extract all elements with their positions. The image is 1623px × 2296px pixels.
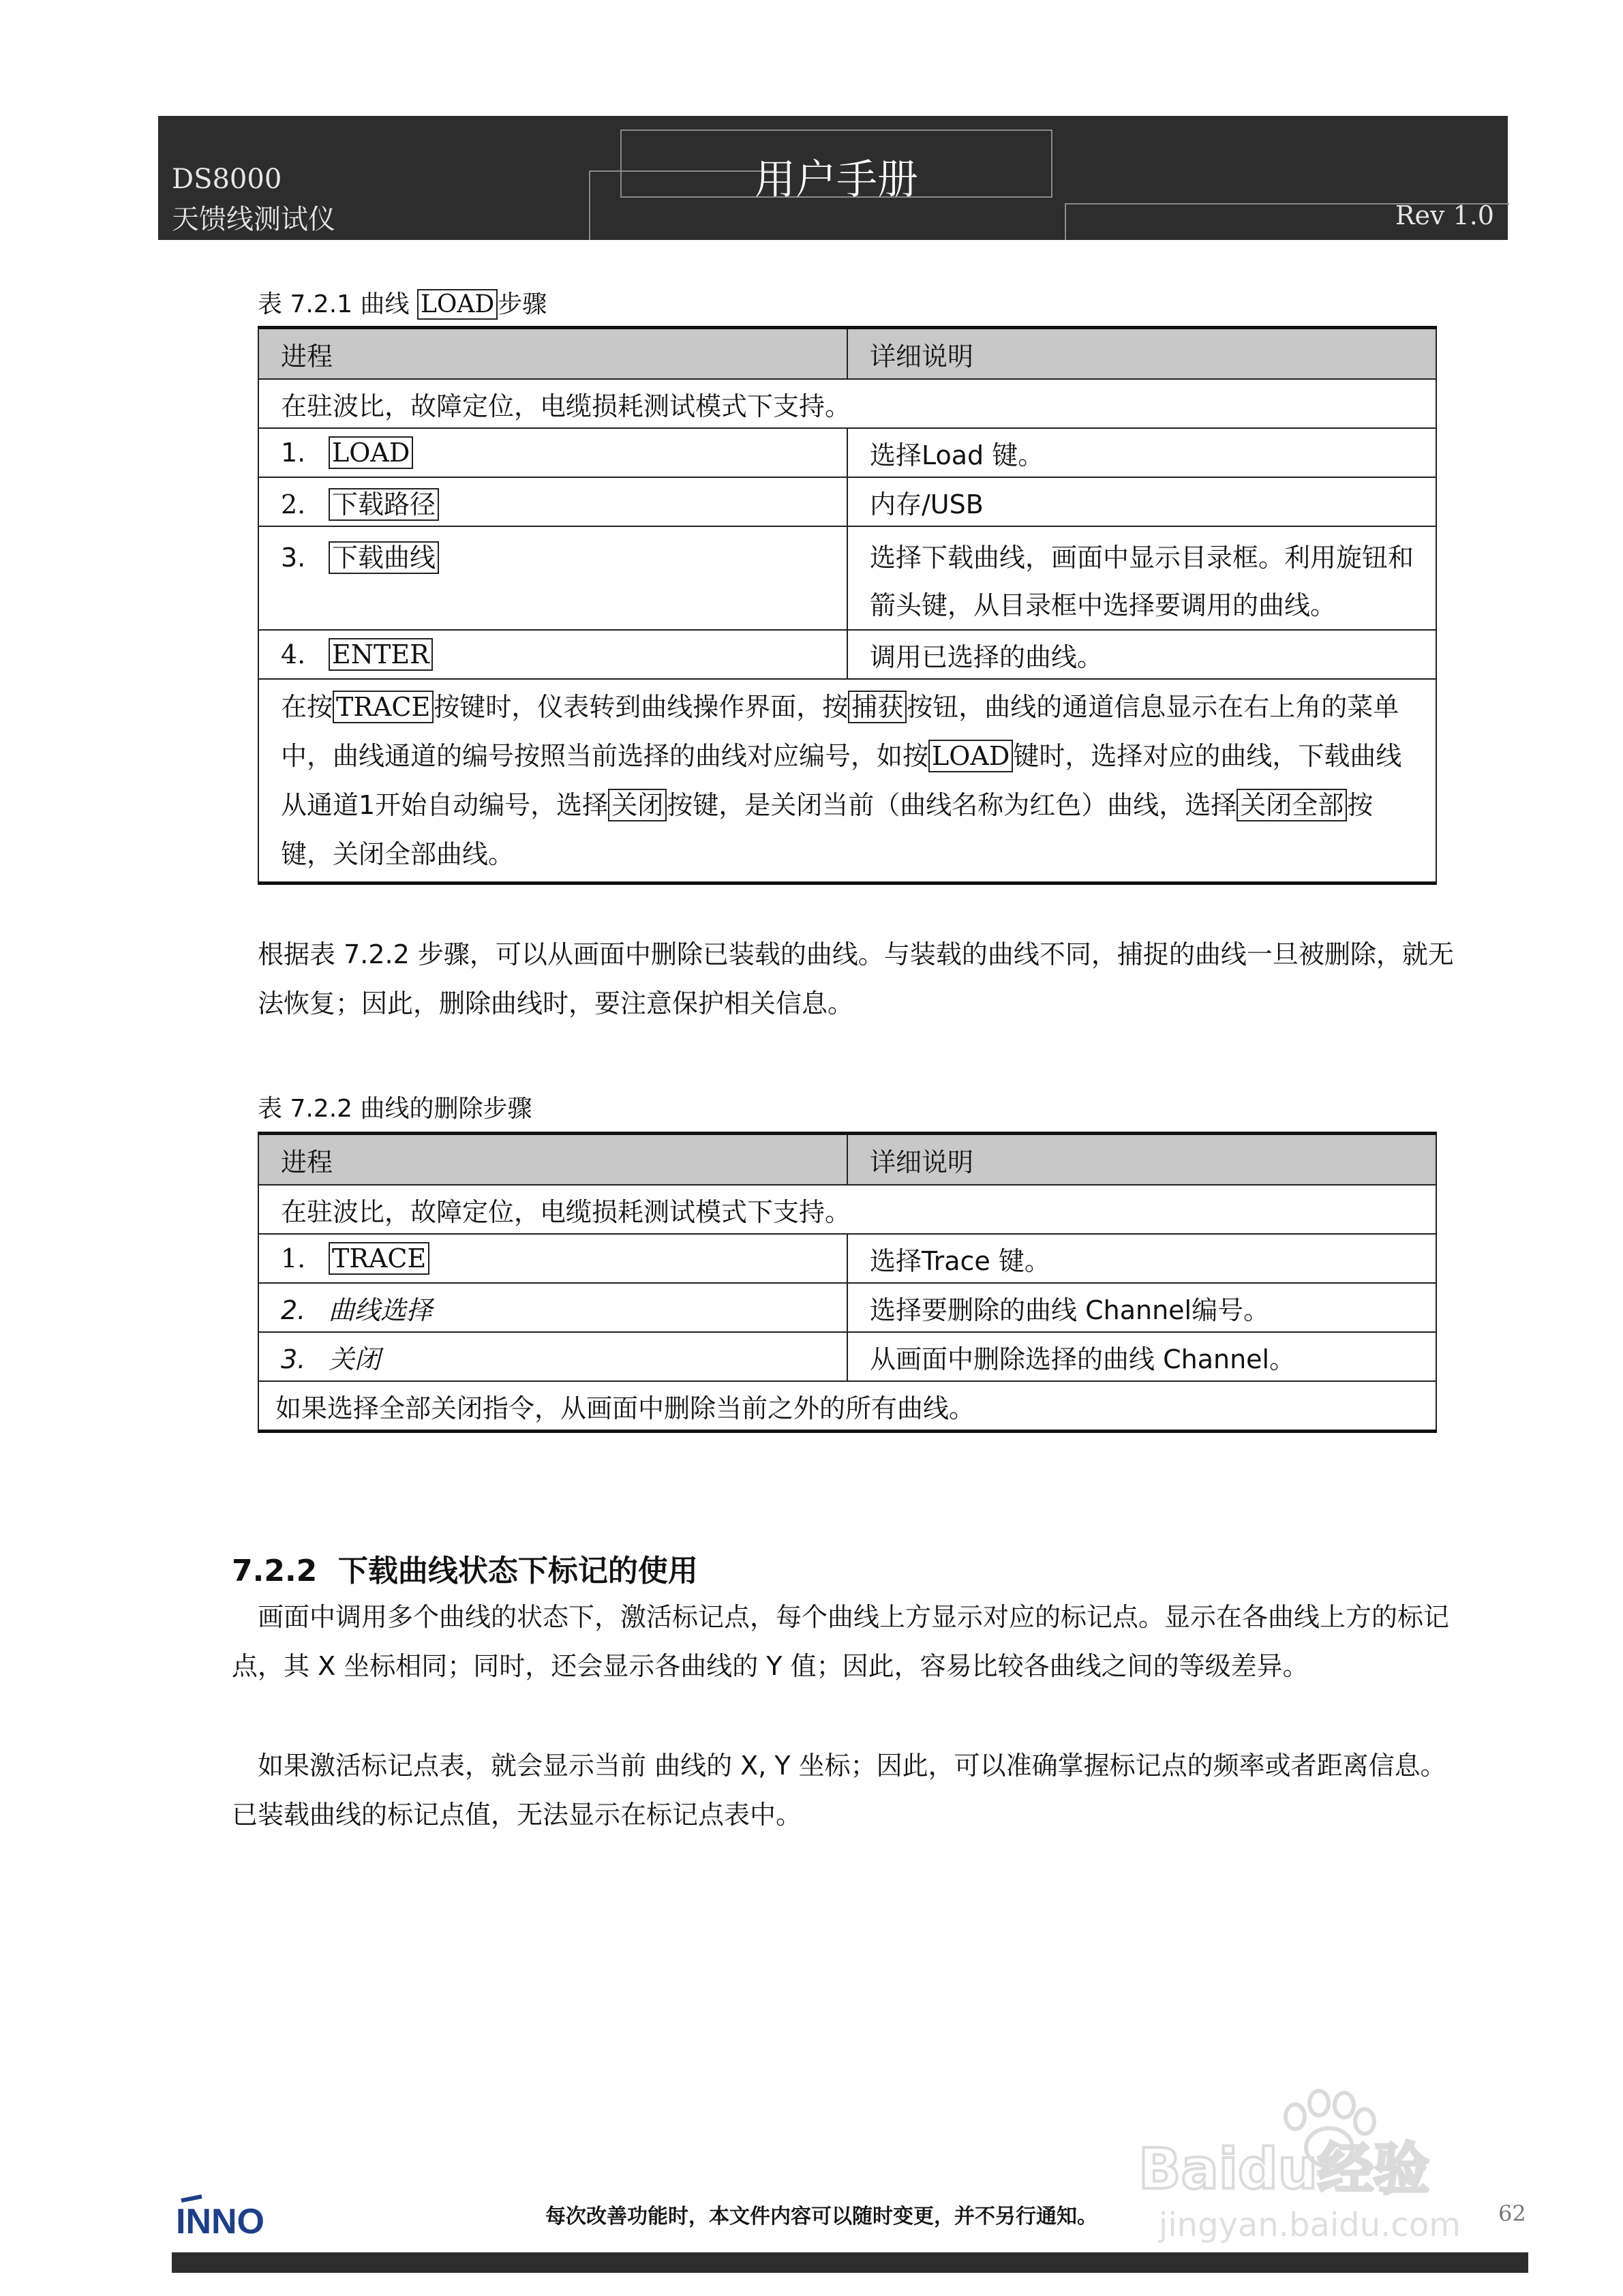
- step-number: 1.: [281, 1243, 306, 1273]
- detail-cell: 选择下载曲线，画面中显示目录框。利用旋钮和箭头键，从目录框中选择要调用的曲线。: [847, 526, 1436, 630]
- step-cell: [258, 1283, 847, 1332]
- inno-logo: [176, 2194, 292, 2237]
- header-revision: Rev 1.0: [1395, 200, 1494, 230]
- table-row: [258, 526, 1436, 630]
- key-label: 下载曲线: [329, 541, 439, 574]
- key-label: ENTER: [329, 638, 433, 671]
- table-row: [258, 1283, 1436, 1332]
- footer-bar: [172, 2252, 1528, 2273]
- step-number: 1.: [281, 438, 306, 468]
- key-label: 捕获: [848, 691, 907, 723]
- header-model: DS8000: [172, 164, 282, 195]
- step-cell: [258, 630, 847, 679]
- step-number: 2.: [281, 1295, 306, 1325]
- watermark-brand: Baidu经验: [1138, 2137, 1430, 2202]
- step-number: 2.: [281, 489, 306, 519]
- table2-mode-note: 在驻波比，故障定位，电缆损耗测试模式下支持。: [258, 1185, 1436, 1234]
- table-row: [258, 1332, 1436, 1381]
- table1-header-detail: 详细说明: [847, 328, 1436, 380]
- table1-caption: [258, 285, 547, 320]
- detail-cell: 内存/USB: [847, 477, 1436, 526]
- table1-header-step: 进程: [258, 328, 847, 380]
- section-number: 7.2.2: [232, 1554, 318, 1588]
- step-number: 4.: [281, 639, 306, 669]
- table1-mode-note: 在驻波比，故障定位，电缆损耗测试模式下支持。: [258, 379, 1436, 428]
- header-subtitle: 天馈线测试仪: [172, 204, 335, 235]
- table1-caption-suffix: 步骤: [498, 290, 547, 318]
- table2-footer-note: 如果选择全部关闭指令，从画面中删除当前之外的所有曲线。: [258, 1381, 1436, 1432]
- table1: [258, 326, 1437, 885]
- table2: [258, 1132, 1437, 1433]
- header-title: 用户手册: [755, 156, 918, 204]
- section-title: 下载曲线状态下标记的使用: [337, 1554, 698, 1588]
- detail-cell: 选择要删除的曲线 Channel编号。: [847, 1283, 1436, 1332]
- step-label: 关闭: [329, 1344, 381, 1374]
- note-text: 键时，选择对应的曲线，下载曲线从通道1开始自动编号，选择: [281, 741, 1402, 820]
- key-label: LOAD: [928, 740, 1013, 772]
- step-cell: [258, 1332, 847, 1381]
- page-header: [158, 116, 1508, 240]
- detail-cell: 从画面中删除选择的曲线 Channel。: [847, 1332, 1436, 1381]
- key-label: 关闭: [608, 789, 667, 821]
- key-label: 下载路径: [329, 488, 439, 521]
- step-label: 曲线选择: [329, 1295, 433, 1325]
- key-label: TRACE: [333, 691, 434, 723]
- table1-note: [258, 679, 1436, 883]
- key-label: TRACE: [329, 1242, 429, 1275]
- step-cell: [258, 526, 847, 630]
- key-label: 关闭全部: [1237, 789, 1347, 821]
- table1-caption-key: LOAD: [417, 289, 498, 320]
- section-paragraph-1: 画面中调用多个曲线的状态下，激活标记点，每个曲线上方显示对应的标记点。显示在各曲线上方的标记点，其 X 坐标相同；同时，还会显示各曲线的 Y 值；因此，容易比较各曲线之间的等级差异。: [232, 1602, 1450, 1681]
- table2-header-detail: 详细说明: [847, 1134, 1436, 1185]
- table2-caption: 表 7.2.2 曲线的删除步骤: [258, 1095, 532, 1123]
- detail-cell: 选择Trace 键。: [847, 1234, 1436, 1283]
- note-text: 在按: [281, 692, 333, 722]
- footer-notice: 每次改善功能时，本文件内容可以随时变更，并不另行通知。: [545, 2205, 1097, 2229]
- detail-cell: 选择Load 键。: [847, 428, 1436, 477]
- baidu-watermark: [1125, 2052, 1547, 2250]
- step-cell: [258, 1234, 847, 1283]
- section-heading: [232, 1546, 698, 1590]
- note-text: 按键，是关闭当前（曲线名称为红色）曲线，选择: [667, 790, 1237, 820]
- table-row: [258, 1234, 1436, 1283]
- page-number: 62: [1498, 2201, 1526, 2226]
- logo-text: INNO: [176, 2202, 264, 2237]
- table1-caption-prefix: 表 7.2.1 曲线: [258, 290, 417, 318]
- note-text: 按键，关闭全部曲线。: [281, 790, 1374, 869]
- intro-paragraph: 根据表 7.2.2 步骤，可以从画面中删除已装载的曲线。与装载的曲线不同，捕捉的曲线一旦被删除，就无法恢复；因此，删除曲线时，要注意保护相关信息。: [258, 939, 1454, 1018]
- note-text: 按键时，仪表转到曲线操作界面，按: [434, 692, 849, 722]
- watermark-url: jingyan.baidu.com: [1159, 2206, 1461, 2244]
- step-cell: [258, 477, 847, 526]
- key-label: LOAD: [329, 436, 413, 469]
- detail-cell: 调用已选择的曲线。: [847, 630, 1436, 679]
- table2-header-step: 进程: [258, 1134, 847, 1185]
- note-text: 按钮，曲线的通道信息显示在右上角的菜单中，曲线通道的编号按照当前选择的曲线对应编号，如按: [281, 692, 1399, 771]
- step-number: 3.: [281, 1344, 306, 1374]
- table-row: [258, 477, 1436, 526]
- section-paragraph-2: 如果激活标记点表，就会显示当前 曲线的 X, Y 坐标；因此，可以准确掌握标记点的频率或者距离信息。已装载曲线的标记点值，无法显示在标记点表中。: [232, 1751, 1446, 1830]
- step-number: 3.: [281, 543, 306, 573]
- step-cell: [258, 428, 847, 477]
- table-row: [258, 630, 1436, 679]
- table-row: [258, 428, 1436, 477]
